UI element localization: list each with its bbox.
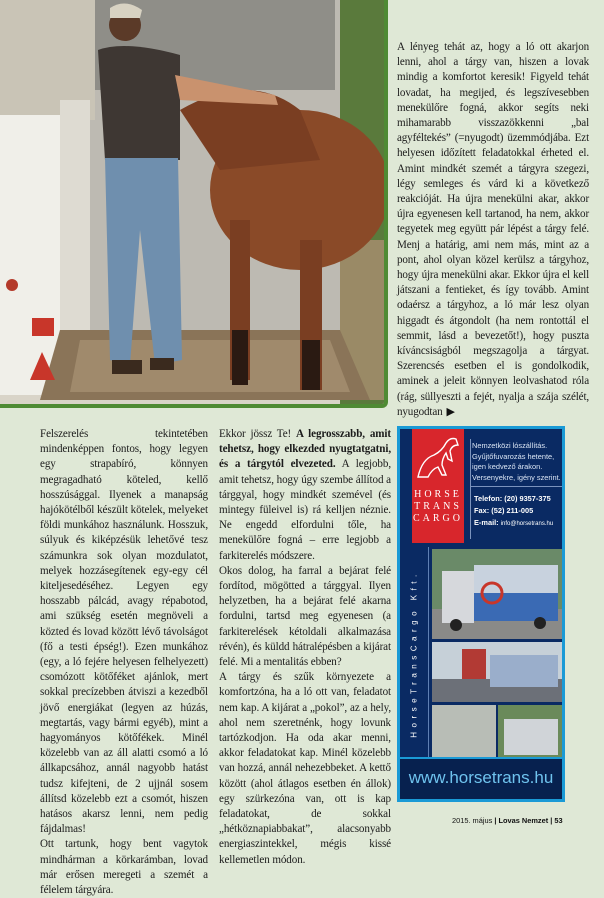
middle-column-paragraph-1: Ekkor jössz Te! A legrosszabb, amit tehetsz, hogy elkezded nyugtatgatni, és a tárgytól elvezeted. A legjobb, amit tehetsz, hogy úgy szembe állítod a tárggyal, hogy mindkét szemével (és mintegy füleivel is) rá kelljen néznie. Ne engedd elfordulni tőle, ha menekülőre fogná – erre legjobb a farkiterelés módszere. xyxy=(219,428,391,562)
ad-logo-underline xyxy=(412,538,464,542)
left-column-paragraph-1: Felszerelés tekintetében mindenképpen fontos, hogy legyen egy strapabíró, könnyen megragadható köteled, kellő hosszúsággal. Ilyenek a manapság hajókötélből készült kötelek, melyeket földi munkához használunk. Hosszuk, súlyuk és kiképzésük lehetővé tesz számunkra sok olyan mozdulatot, melyek hozzásegítenek egy-egy cél kiteljesedéséhez. Legyen egy hosszabb pálcád, avagy répabotod, ami szükség esetén megnöveli a közted és lovad között lévő távolságot (fő a testi épség!). Ezen munkához (egy, a ló fejére helyesen felhelyezett) csomózott kötőféket ajánlok, mert sokkal precízebben átviszi a kezedből jövő energiákat (legyen az húzás, megtartás, vagy bármi egyéb), mint a hagyományos kötőfékek. Minél közelebb van az áll alatti csomó a ló állkapcsához, annál nagyobb hatást tudsz kifejteni, de 2 ujjnál sosem állítsd közelebb ezt a csomót, hiszen hatásos akarsz lenni, nem pedig fájdalmas! xyxy=(40,428,208,836)
ad-truck-photos xyxy=(432,549,562,765)
ad-divider xyxy=(470,486,562,487)
ad-website-link[interactable]: www.horsetrans.hu xyxy=(400,757,562,799)
horsetrans-advertisement[interactable] xyxy=(397,426,565,802)
horse-logo-icon xyxy=(412,429,464,485)
issue-date: 2015. május xyxy=(452,816,493,825)
page-number: 53 xyxy=(554,816,563,825)
footer-separator: | xyxy=(550,816,553,825)
ad-logo-block xyxy=(412,429,464,543)
middle-column xyxy=(219,427,391,868)
ad-divider xyxy=(470,439,471,539)
ad-divider xyxy=(428,547,429,765)
ad-email-link[interactable]: info@horsetrans.hu xyxy=(500,521,554,527)
left-column-paragraph-2: Ott tartunk, hogy bent vagytok mindhárman a körkarámban, lovad már erősen meregeti a szemét a félelem tárgyára. xyxy=(40,838,208,897)
truck-photos-icon xyxy=(432,549,562,765)
right-column xyxy=(397,40,589,420)
middle-column-paragraph-2: Okos dolog, ha farral a bejárat felé fordítod, mögötted a tárggyal. Ilyen helyzetben, ha a bejárat felé akarna fordulni, tartsd meg egyenesen (a farkiterelések kétoldali alkalmazása révén), és küldd hátralépésben a kijárat felé. Mi a mentalitás ebben? xyxy=(219,564,391,669)
ad-phone: Telefon: (20) 9357-375 xyxy=(474,494,551,503)
ad-logo-text: HORSE TRANS CARGO xyxy=(412,489,463,524)
middle-column-paragraph-3: A tárgy és szűk környezete a komfortzóna, ha a ló ott van, feladatot nem kap. A kijárat a „pokol”, az a hely, ahol nem szeretnénk, hogy lovunk tartózkodjon. Ha oda akar menni, akkor feladatokat kap. Minél közelebb van hozzá, annál nehezebbeket. A kettő között (ahol átlagos esetben én állok) egy szürkezóna van, ott is kap feladatokat, de sokkal „hétköznapiabbakat”, alacsonyabb energiaszintekkel, mégis kissé kellemetlen módon. xyxy=(219,671,391,866)
footer-separator: | xyxy=(494,816,497,825)
ad-vertical-company-name: HorseTransCargo Kft. xyxy=(409,570,419,738)
magazine-name: Lovas Nemzet xyxy=(498,816,549,825)
left-column xyxy=(40,427,208,898)
page-footer xyxy=(452,816,563,825)
photo-man-leading-horse-into-trailer-icon xyxy=(0,0,384,404)
right-column-paragraph: A lényeg tehát az, hogy a ló ott akarjon lenni, ahol a tárgy van, hiszen a lovak mindig a komfortot keresik! Figyeld tehát lovadat, ha megijed, és legszívesebben menekülőre fogná, akkor segíts neki mihamarabb visszazökkenni „bal agyféltekés” (=nyugodt) üzemmódjába. Ezt helyesen időzített feladatokkal érheted el. Amint mindkét szemét a tárgyra szegezi, légy semleges és várd ki a következő reakcióját. Ha újra menekülni akar, akkor újra egyenesen kell tartanod, ha nem, akkor tegyetek meg együtt pár lépést a tárgy felé. Menj a határig, ami nem más, mint az a pont, ahol olyan közel kerülsz a tárgyhoz, hogy újra menekülni akar. Ekkor újra el kell játszani a fentieket, és így tovább. Amint odaérsz a tárgyhoz, a ló már lesz olyan higgadt és átgondolt (ha nem rontottál el semmit, lásd a bevezetőt!), hogy puszta kíváncsiságból megszagolja a tárgyat. Szerencsés esetben el is gondolkodik, aminek a jeleit könnyen leolvashatod róla (rág, süllyeszti a fejét, nyalja a szája szélét, nyugodtan ▶ xyxy=(397,40,589,420)
continue-arrow-icon: ▶ xyxy=(446,405,455,418)
ad-tagline: Nemzetközi lószállítás. Gyűjtőfuvarozás hetente, igen kedvező árakon. Versenyekre, igény szerint. xyxy=(472,441,561,482)
ad-email: E-mail: info@horsetrans.hu xyxy=(474,518,554,527)
ad-fax: Fax: (52) 211-005 xyxy=(474,506,534,515)
ad-contact xyxy=(474,493,565,530)
article-photo xyxy=(0,0,388,408)
bold-emphasis: A legrosszabb, amit tehetsz, hogy elkezded nyugtatgatni, és a tárgytól elvezeted. xyxy=(219,428,391,471)
